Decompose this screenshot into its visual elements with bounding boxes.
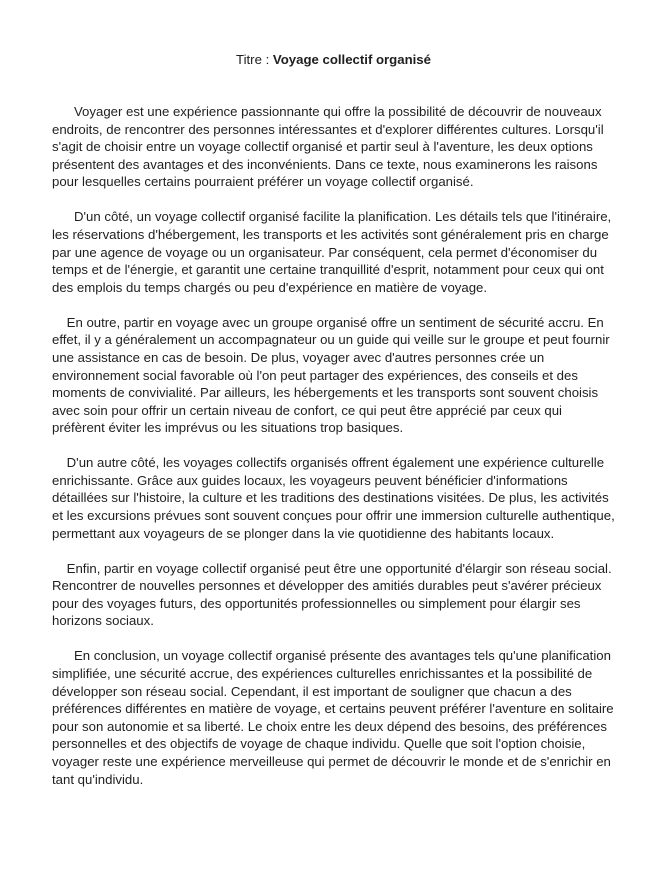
title-label: Titre : [236,52,273,67]
paragraph-planning: D'un côté, un voyage collectif organisé facilite la planification. Les détails tels que l'itinéraire, les réservations d'hébergement, les transports et les activités sont généralement pris en charge par une agence de voyage ou un organisateur. Par conséquent, cela permet d'économiser du temps et de l'énergie, et garantit une certaine tranquillité d'esprit, notamment pour ceux qui ont des emplois du temps chargés ou peu d'expérience en matière de voyage. [52,209,612,295]
paragraph-security: En outre, partir en voyage avec un groupe organisé offre un sentiment de sécurité accru. En effet, il y a généralement un accompagnateur ou un guide qui veille sur le groupe et peut fournir une assistance en cas de besoin. De plus, voyager avec d'autres personnes crée un environnement social favorable où l'on peut partager des expériences, des conseils et des moments de convivialité. Par ailleurs, les hébergements et les transports sont souvent choisis avec soin pour offrir un certain niveau de confort, ce qui peut être apprécié par ceux qui préfèrent éviter les imprévus ou les situations trop basiques. [52,314,610,436]
paragraph-social: Enfin, partir en voyage collectif organisé peut être une opportunité d'élargir son réseau social. Rencontrer de nouvelles personnes et développer des amitiés durables peut s'avérer précieux pour des voyages futurs, des opportunités professionnelles ou simplement pour élargir ses horizons sociaux. [52,560,612,629]
document-title [0,50,667,70]
document-body [52,103,618,806]
paragraph-introduction: Voyager est une expérience passionnante qui offre la possibilité de découvrir de nouveaux endroits, de rencontrer des personnes intéressantes et d'explorer différentes cultures. Lorsqu'il s'agit de choisir entre un voyage collectif organisé et partir seul à l'aventure, les deux options présentent des avantages et des inconvénients. Dans ce texte, nous examinerons les raisons pour lesquelles certains pourraient préférer un voyage collectif organisé. [52,104,604,190]
paragraph-conclusion: En conclusion, un voyage collectif organisé présente des avantages tels qu'une planification simplifiée, une sécurité accrue, des expériences culturelles enrichissantes et la possibilité de développer son réseau social. Cependant, il est important de souligner que chacun a des préférences différentes en matière de voyage, et certains peuvent préférer l'aventure en solitaire pour son autonomie et sa liberté. Le choix entre les deux dépend des besoins, des préférences personnelles et des objectifs de voyage de chaque individu. Quelle que soit l'option choisie, voyager reste une expérience merveilleuse qui permet de découvrir le monde et de s'enrichir en tant qu'individu. [52,648,614,787]
title-value: Voyage collectif organisé [272,52,431,67]
paragraph-culture: D'un autre côté, les voyages collectifs organisés offrent également une expérience culturelle enrichissante. Grâce aux guides locaux, les voyageurs peuvent bénéficier d'informations détaillées sur l'histoire, la culture et les traditions des destinations visitées. De plus, les activités et les excursions prévues sont souvent conçues pour offrir une immersion culturelle authentique, permettant aux voyageurs de se plonger dans la vie quotidienne des habitants locaux. [52,455,615,541]
